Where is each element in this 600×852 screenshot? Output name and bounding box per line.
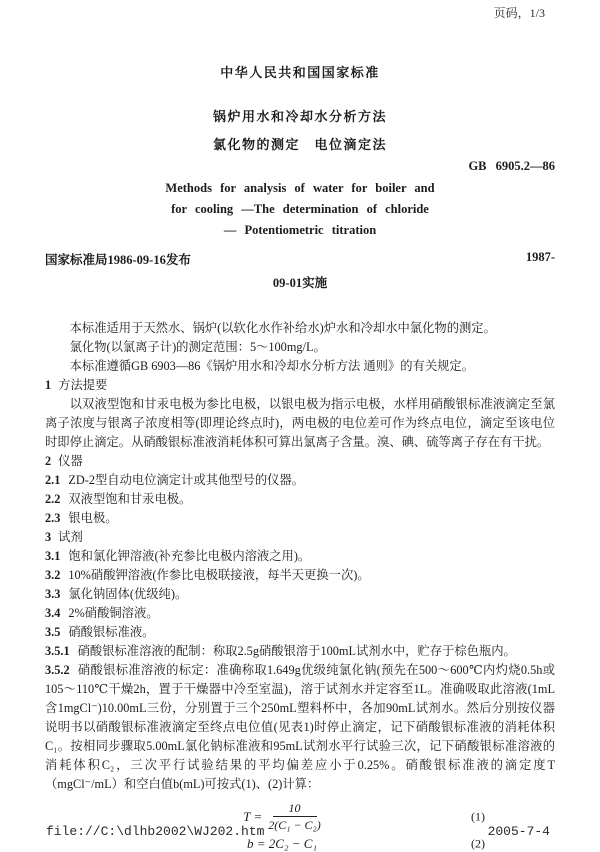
clause-3-4-number: 3.4 bbox=[45, 606, 61, 620]
section-1-title: 方法提要 bbox=[58, 378, 108, 392]
standard-code: GB 6905.2—86 bbox=[468, 159, 555, 173]
clause-2-2-number: 2.2 bbox=[45, 492, 61, 506]
english-title-line-2: for cooling —The determination of chloride bbox=[171, 202, 429, 216]
section-2-number: 2 bbox=[45, 454, 52, 468]
clause-3-5 bbox=[45, 623, 555, 642]
equation-number-1: (1) bbox=[471, 809, 485, 823]
intro-paragraph-2: 氯化物(以氯离子计)的测定范围：5～100mg/L。 bbox=[69, 340, 326, 354]
clause-3-5-1 bbox=[45, 642, 555, 661]
clause-3-5-2-text: 硝酸银标准溶液的标定：准确称取1.649g优级纯氯化钠(预先在500～600℃内灼烧0.5h或105～110℃干燥2h，置于干燥器中冷至室温)，溶于试剂水并定容至1L。准确吸取此溶液(1mL含1mgCl⁻)10.00mL三份，分别置于三个250mL塑料杯中，各加90mL试剂水。然后分别按仪器说明书以硝酸银标准液滴定至终点电位值(见表1)时停止滴定，记下硝酸银标准液的消耗体积C₁。按相同步骤取5.00mL氯化钠标准液和95mL试剂水平行试验三次，记下硝酸银标准溶液的消耗体积C₂，三次平行试验结果的平均偏差应小于0.25%。硝酸银标准液的滴定度T（mgCl⁻/mL）和空白值b(mL)可按式(1)、(2)计算： bbox=[45, 663, 555, 791]
section-2-title: 仪器 bbox=[58, 454, 83, 468]
clause-3-1 bbox=[45, 547, 555, 566]
page-number: 页码，1/3 bbox=[493, 6, 545, 20]
print-date: 2005-7-4 bbox=[487, 824, 550, 839]
file-path: file://C:\dlhb2002\WJ202.htm bbox=[46, 824, 265, 839]
intro-paragraph-3: 本标准遵循GB 6903—86《锅炉用水和冷却水分析方法 通则》的有关规定。 bbox=[69, 359, 475, 373]
clause-2-2 bbox=[45, 490, 555, 509]
section-3-heading bbox=[45, 528, 555, 547]
clause-3-5-text: 硝酸银标准液。 bbox=[68, 625, 155, 639]
english-title bbox=[45, 178, 555, 241]
clause-2-3-text: 银电极。 bbox=[68, 511, 118, 525]
clause-3-4 bbox=[45, 604, 555, 623]
section-3-title: 试剂 bbox=[58, 530, 83, 544]
clause-3-1-number: 3.1 bbox=[45, 549, 61, 563]
clause-3-4-text: 2%硝酸铜溶液。 bbox=[68, 606, 159, 620]
clause-3-3-number: 3.3 bbox=[45, 587, 61, 601]
cn-standard-org-title: 中华人民共和国国家标准 bbox=[220, 65, 380, 80]
print-footer bbox=[46, 824, 550, 839]
clause-3-3 bbox=[45, 585, 555, 604]
section-1-heading bbox=[45, 376, 555, 395]
section-1-number: 1 bbox=[45, 378, 52, 392]
clause-3-1-text: 饱和氯化钾溶液(补充参比电极内溶液之用)。 bbox=[68, 549, 311, 563]
issue-date: 国家标准局1986-09-16发布 bbox=[45, 253, 191, 267]
clause-2-3-number: 2.3 bbox=[45, 511, 61, 525]
formula-1-numerator: 10 bbox=[273, 801, 317, 817]
equation-number-2: (2) bbox=[471, 836, 485, 851]
implementation-year: 1987- bbox=[525, 250, 555, 264]
formula-1-denominator: 2(C₁ − C₂) bbox=[268, 818, 321, 832]
clause-3-3-text: 氯化钠固体(优级纯)。 bbox=[68, 587, 188, 601]
print-header bbox=[494, 4, 545, 21]
clause-3-5-number: 3.5 bbox=[45, 625, 61, 639]
section-3-number: 3 bbox=[45, 530, 52, 544]
intro-paragraph-1: 本标准适用于天然水、锅炉(以软化水作补给水)炉水和冷却水中氯化物的测定。 bbox=[69, 321, 496, 335]
clause-3-5-2-number: 3.5.2 bbox=[45, 663, 70, 677]
clause-3-5-1-number: 3.5.1 bbox=[45, 644, 70, 658]
english-title-line-1: Methods for analysis of water for boiler and bbox=[165, 181, 435, 195]
clause-3-2-number: 3.2 bbox=[45, 568, 61, 582]
clause-3-2-text: 10%硝酸钾溶液(作参比电极联接液，每半天更换一次)。 bbox=[68, 568, 370, 582]
clause-2-1-text: ZD-2型自动电位滴定计或其他型号的仪器。 bbox=[68, 473, 305, 487]
cn-title-line-2: 氯化物的测定 电位滴定法 bbox=[212, 137, 387, 152]
clause-3-5-1-text: 硝酸银标准溶液的配制：称取2.5g硝酸银溶于100mL试剂水中，贮存于棕色瓶内。 bbox=[77, 644, 516, 658]
document-content bbox=[45, 62, 555, 852]
clause-2-1-number: 2.1 bbox=[45, 473, 61, 487]
clause-2-1 bbox=[45, 471, 555, 490]
formula-1-lhs: T = bbox=[243, 808, 263, 824]
section-2-heading bbox=[45, 452, 555, 471]
section-1-paragraph: 以双液型饱和甘汞电极为参比电极，以银电极为指示电极，水样用硝酸银标准液滴定至氯离子浓度与银离子浓度相等(即理论终点时)，两电极的电位差可作为终点电位，滴定至该电位时即停止滴定。从硝酸银标准液消耗体积可算出氯离子含量。溴、碘、硫等离子存在有干扰。 bbox=[45, 397, 555, 449]
implementation-date: 09-01实施 bbox=[272, 276, 328, 290]
clause-2-3 bbox=[45, 509, 555, 528]
clause-3-5-2 bbox=[45, 661, 555, 794]
formula-2-expression: b = 2C₂ − C₁ bbox=[247, 836, 317, 851]
english-title-line-3: — Potentiometric titration bbox=[223, 223, 377, 237]
issue-row bbox=[45, 250, 555, 268]
cn-title-line-1: 锅炉用水和冷却水分析方法 bbox=[212, 109, 387, 124]
clause-2-2-text: 双液型饱和甘汞电极。 bbox=[68, 492, 192, 506]
clause-3-2 bbox=[45, 566, 555, 585]
